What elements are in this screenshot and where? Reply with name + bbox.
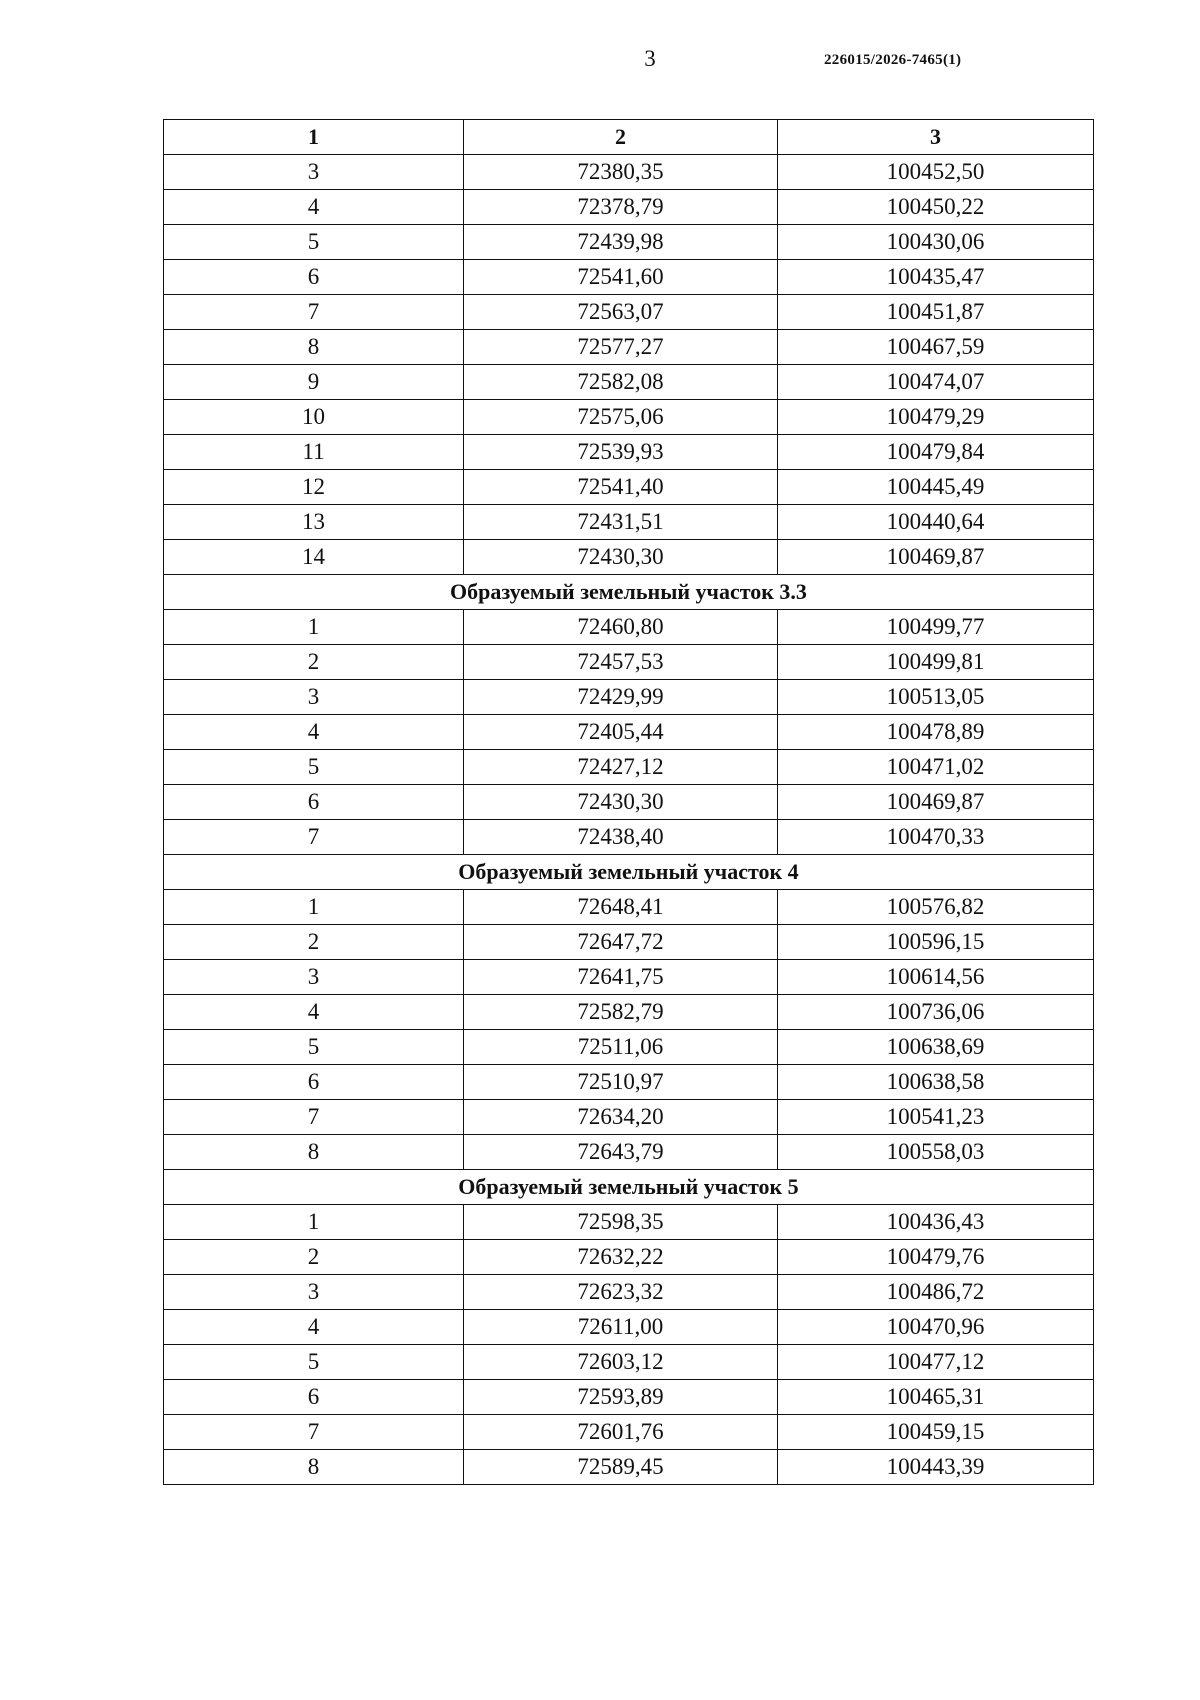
- point-number-cell: 4: [164, 1310, 464, 1345]
- point-number-cell: 6: [164, 260, 464, 295]
- table-row: [164, 505, 1094, 540]
- point-number-cell: 3: [164, 1275, 464, 1310]
- point-number-cell: 2: [164, 1240, 464, 1275]
- x-coordinate-cell: 72541,60: [464, 260, 778, 295]
- x-coordinate-cell: 72647,72: [464, 925, 778, 960]
- section-title: Образуемый земельный участок 5: [164, 1170, 1094, 1205]
- y-coordinate-cell: 100436,43: [778, 1205, 1094, 1240]
- y-coordinate-cell: 100435,47: [778, 260, 1094, 295]
- table-row: [164, 1205, 1094, 1240]
- x-coordinate-cell: 72510,97: [464, 1065, 778, 1100]
- y-coordinate-cell: 100486,72: [778, 1275, 1094, 1310]
- x-coordinate-cell: 72593,89: [464, 1380, 778, 1415]
- point-number-cell: 14: [164, 540, 464, 575]
- y-coordinate-cell: 100443,39: [778, 1450, 1094, 1485]
- table-row: [164, 1100, 1094, 1135]
- table-row: [164, 960, 1094, 995]
- x-coordinate-cell: 72539,93: [464, 435, 778, 470]
- point-number-cell: 4: [164, 715, 464, 750]
- point-number-cell: 1: [164, 1205, 464, 1240]
- x-coordinate-cell: 72541,40: [464, 470, 778, 505]
- point-number-cell: 7: [164, 820, 464, 855]
- y-coordinate-cell: 100450,22: [778, 190, 1094, 225]
- point-number-cell: 8: [164, 330, 464, 365]
- x-coordinate-cell: 72511,06: [464, 1030, 778, 1065]
- x-coordinate-cell: 72430,30: [464, 540, 778, 575]
- x-coordinate-cell: 72438,40: [464, 820, 778, 855]
- point-number-cell: 1: [164, 890, 464, 925]
- table-row: [164, 1030, 1094, 1065]
- column-header-2: 2: [464, 120, 778, 155]
- y-coordinate-cell: 100465,31: [778, 1380, 1094, 1415]
- y-coordinate-cell: 100736,06: [778, 995, 1094, 1030]
- x-coordinate-cell: 72632,22: [464, 1240, 778, 1275]
- point-number-cell: 2: [164, 645, 464, 680]
- x-coordinate-cell: 72603,12: [464, 1345, 778, 1380]
- point-number-cell: 3: [164, 680, 464, 715]
- table-header: [164, 120, 1094, 155]
- point-number-cell: 7: [164, 1415, 464, 1450]
- y-coordinate-cell: 100474,07: [778, 365, 1094, 400]
- point-number-cell: 6: [164, 1065, 464, 1100]
- point-number-cell: 5: [164, 225, 464, 260]
- table-row: [164, 295, 1094, 330]
- table-row: [164, 1345, 1094, 1380]
- x-coordinate-cell: 72611,00: [464, 1310, 778, 1345]
- x-coordinate-cell: 72582,08: [464, 365, 778, 400]
- y-coordinate-cell: 100614,56: [778, 960, 1094, 995]
- page-number: 3: [644, 46, 656, 71]
- y-coordinate-cell: 100479,76: [778, 1240, 1094, 1275]
- y-coordinate-cell: 100477,12: [778, 1345, 1094, 1380]
- table-row: [164, 1450, 1094, 1485]
- y-coordinate-cell: 100499,81: [778, 645, 1094, 680]
- point-number-cell: 2: [164, 925, 464, 960]
- table-row: [164, 435, 1094, 470]
- y-coordinate-cell: 100499,77: [778, 610, 1094, 645]
- x-coordinate-cell: 72601,76: [464, 1415, 778, 1450]
- x-coordinate-cell: 72563,07: [464, 295, 778, 330]
- point-number-cell: 1: [164, 610, 464, 645]
- y-coordinate-cell: 100596,15: [778, 925, 1094, 960]
- table-row: [164, 540, 1094, 575]
- point-number-cell: 13: [164, 505, 464, 540]
- table-row: [164, 365, 1094, 400]
- y-coordinate-cell: 100479,84: [778, 435, 1094, 470]
- point-number-cell: 7: [164, 1100, 464, 1135]
- column-header-3: 3: [778, 120, 1094, 155]
- point-number-cell: 4: [164, 995, 464, 1030]
- point-number-cell: 12: [164, 470, 464, 505]
- section-header-row: [164, 1170, 1094, 1205]
- table-row: [164, 1065, 1094, 1100]
- table-row: [164, 680, 1094, 715]
- point-number-cell: 5: [164, 1030, 464, 1065]
- y-coordinate-cell: 100471,02: [778, 750, 1094, 785]
- point-number-cell: 5: [164, 750, 464, 785]
- y-coordinate-cell: 100576,82: [778, 890, 1094, 925]
- table-row: [164, 155, 1094, 190]
- table-body: [164, 155, 1094, 1485]
- point-number-cell: 10: [164, 400, 464, 435]
- x-coordinate-cell: 72598,35: [464, 1205, 778, 1240]
- x-coordinate-cell: 72405,44: [464, 715, 778, 750]
- x-coordinate-cell: 72623,32: [464, 1275, 778, 1310]
- x-coordinate-cell: 72439,98: [464, 225, 778, 260]
- table-row: [164, 190, 1094, 225]
- point-number-cell: 8: [164, 1135, 464, 1170]
- y-coordinate-cell: 100513,05: [778, 680, 1094, 715]
- table-row: [164, 785, 1094, 820]
- y-coordinate-cell: 100469,87: [778, 540, 1094, 575]
- x-coordinate-cell: 72582,79: [464, 995, 778, 1030]
- y-coordinate-cell: 100469,87: [778, 785, 1094, 820]
- point-number-cell: 3: [164, 960, 464, 995]
- point-number-cell: 4: [164, 190, 464, 225]
- x-coordinate-cell: 72648,41: [464, 890, 778, 925]
- table-row: [164, 1135, 1094, 1170]
- point-number-cell: 6: [164, 1380, 464, 1415]
- x-coordinate-cell: 72641,75: [464, 960, 778, 995]
- y-coordinate-cell: 100478,89: [778, 715, 1094, 750]
- section-title: Образуемый земельный участок 4: [164, 855, 1094, 890]
- column-header-1: 1: [164, 120, 464, 155]
- point-number-cell: 6: [164, 785, 464, 820]
- table-row: [164, 1380, 1094, 1415]
- x-coordinate-cell: 72460,80: [464, 610, 778, 645]
- point-number-cell: 11: [164, 435, 464, 470]
- x-coordinate-cell: 72643,79: [464, 1135, 778, 1170]
- x-coordinate-cell: 72577,27: [464, 330, 778, 365]
- table-row: [164, 925, 1094, 960]
- point-number-cell: 5: [164, 1345, 464, 1380]
- y-coordinate-cell: 100638,69: [778, 1030, 1094, 1065]
- x-coordinate-cell: 72589,45: [464, 1450, 778, 1485]
- table-row: [164, 610, 1094, 645]
- y-coordinate-cell: 100470,96: [778, 1310, 1094, 1345]
- section-title: Образуемый земельный участок 3.3: [164, 575, 1094, 610]
- section-header-row: [164, 855, 1094, 890]
- x-coordinate-cell: 72427,12: [464, 750, 778, 785]
- y-coordinate-cell: 100440,64: [778, 505, 1094, 540]
- section-header-row: [164, 575, 1094, 610]
- table-row: [164, 225, 1094, 260]
- y-coordinate-cell: 100470,33: [778, 820, 1094, 855]
- x-coordinate-cell: 72575,06: [464, 400, 778, 435]
- table-row: [164, 715, 1094, 750]
- y-coordinate-cell: 100451,87: [778, 295, 1094, 330]
- x-coordinate-cell: 72634,20: [464, 1100, 778, 1135]
- point-number-cell: 7: [164, 295, 464, 330]
- table-row: [164, 1415, 1094, 1450]
- table-row: [164, 260, 1094, 295]
- coordinates-table: [163, 119, 1094, 1485]
- table-row: [164, 1310, 1094, 1345]
- x-coordinate-cell: 72429,99: [464, 680, 778, 715]
- x-coordinate-cell: 72457,53: [464, 645, 778, 680]
- y-coordinate-cell: 100445,49: [778, 470, 1094, 505]
- y-coordinate-cell: 100459,15: [778, 1415, 1094, 1450]
- table-row: [164, 330, 1094, 365]
- y-coordinate-cell: 100430,06: [778, 225, 1094, 260]
- table-row: [164, 890, 1094, 925]
- y-coordinate-cell: 100479,29: [778, 400, 1094, 435]
- y-coordinate-cell: 100467,59: [778, 330, 1094, 365]
- table-row: [164, 400, 1094, 435]
- x-coordinate-cell: 72380,35: [464, 155, 778, 190]
- table-row: [164, 1275, 1094, 1310]
- table-row: [164, 645, 1094, 680]
- y-coordinate-cell: 100558,03: [778, 1135, 1094, 1170]
- y-coordinate-cell: 100541,23: [778, 1100, 1094, 1135]
- table-row: [164, 750, 1094, 785]
- table-row: [164, 1240, 1094, 1275]
- table-row: [164, 995, 1094, 1030]
- table-row: [164, 820, 1094, 855]
- y-coordinate-cell: 100638,58: [778, 1065, 1094, 1100]
- x-coordinate-cell: 72378,79: [464, 190, 778, 225]
- table-row: [164, 470, 1094, 505]
- x-coordinate-cell: 72430,30: [464, 785, 778, 820]
- y-coordinate-cell: 100452,50: [778, 155, 1094, 190]
- point-number-cell: 8: [164, 1450, 464, 1485]
- x-coordinate-cell: 72431,51: [464, 505, 778, 540]
- point-number-cell: 3: [164, 155, 464, 190]
- table-header-row: [164, 120, 1094, 155]
- document-code: 226015/2026-7465(1): [824, 52, 962, 68]
- point-number-cell: 9: [164, 365, 464, 400]
